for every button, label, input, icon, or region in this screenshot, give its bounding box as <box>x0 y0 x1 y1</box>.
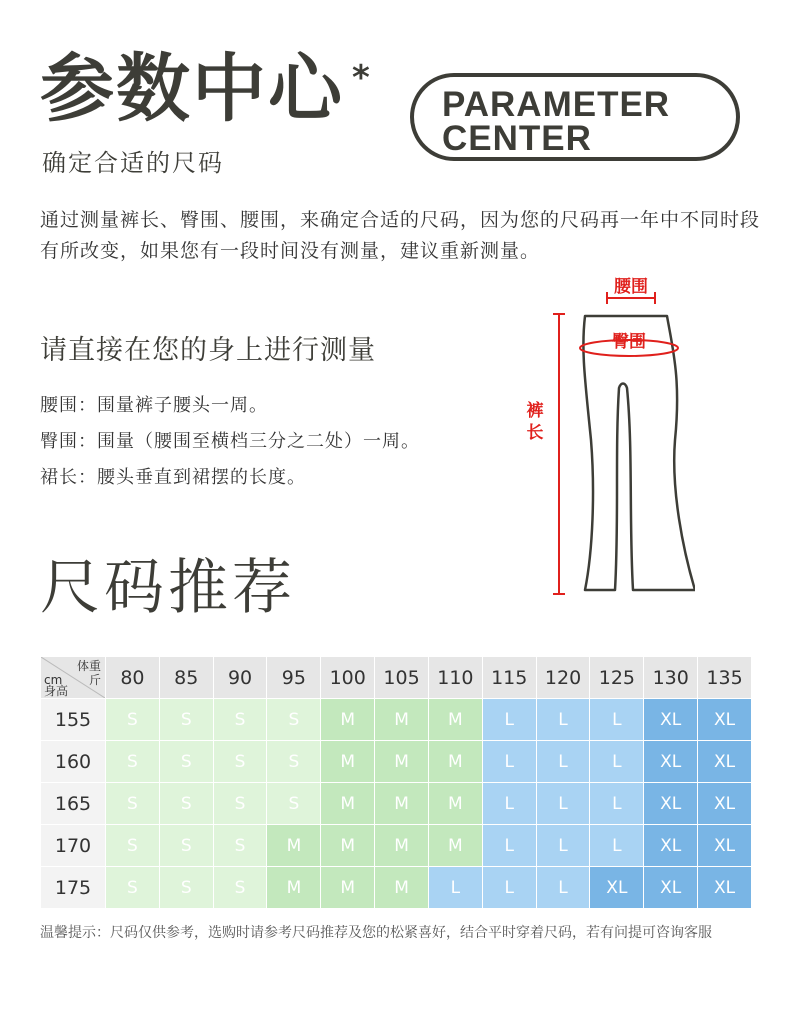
size-cell: L <box>590 699 644 741</box>
height-cell: 165 <box>41 783 106 825</box>
weight-header: 110 <box>428 657 482 699</box>
size-cell: L <box>482 783 536 825</box>
size-cell: M <box>321 825 375 867</box>
length-label-2: 长 <box>526 423 544 443</box>
size-cell: S <box>106 699 160 741</box>
weight-header: 120 <box>536 657 590 699</box>
size-cell: XL <box>644 783 698 825</box>
page-title: 参数中心 <box>40 46 344 132</box>
size-cell: M <box>321 699 375 741</box>
corner-height-1: cm <box>44 673 63 687</box>
size-cell: L <box>482 825 536 867</box>
size-cell: S <box>159 867 213 909</box>
size-cell: S <box>267 783 321 825</box>
size-cell: XL <box>698 867 752 909</box>
size-cell: S <box>213 741 267 783</box>
size-cell: S <box>159 783 213 825</box>
size-cell: L <box>590 783 644 825</box>
height-cell: 175 <box>41 867 106 909</box>
size-cell: M <box>375 867 429 909</box>
weight-header: 115 <box>482 657 536 699</box>
badge-line-1: PARAMETER <box>442 85 671 124</box>
parameter-center-badge <box>410 73 740 161</box>
page-subtitle: 确定合适的尺码 <box>42 149 224 177</box>
measure-item-length: 裙长：腰头垂直到裙摆的长度。 <box>40 467 306 488</box>
size-cell: XL <box>698 783 752 825</box>
title-star: * <box>352 58 370 98</box>
pants-outline <box>583 316 695 590</box>
size-cell: M <box>375 741 429 783</box>
size-cell: M <box>321 741 375 783</box>
size-cell: M <box>375 825 429 867</box>
corner-weight-1: 体重 <box>76 659 101 673</box>
size-row <box>41 741 752 783</box>
size-cell: M <box>428 699 482 741</box>
size-cell: S <box>159 699 213 741</box>
weight-header: 100 <box>321 657 375 699</box>
size-cell: S <box>213 825 267 867</box>
size-cell: S <box>106 783 160 825</box>
size-cell: L <box>428 867 482 909</box>
size-cell: L <box>536 783 590 825</box>
size-cell: XL <box>644 699 698 741</box>
size-cell: M <box>321 783 375 825</box>
measure-list <box>40 388 420 496</box>
weight-header-row <box>41 657 752 699</box>
size-cell: L <box>536 741 590 783</box>
size-cell: L <box>482 699 536 741</box>
corner-weight-2: 斤 <box>88 673 101 687</box>
height-cell: 155 <box>41 699 106 741</box>
weight-header: 95 <box>267 657 321 699</box>
length-label-1: 裤 <box>526 401 544 421</box>
size-cell: S <box>159 741 213 783</box>
waist-label: 腰围 <box>614 277 648 297</box>
size-cell: M <box>428 825 482 867</box>
size-cell: L <box>590 825 644 867</box>
corner-cell <box>41 657 106 699</box>
size-row <box>41 783 752 825</box>
size-cell: L <box>482 741 536 783</box>
size-cell: M <box>428 741 482 783</box>
size-cell: L <box>536 699 590 741</box>
size-cell: XL <box>644 867 698 909</box>
height-cell: 170 <box>41 825 106 867</box>
size-cell: L <box>590 741 644 783</box>
size-cell: S <box>213 783 267 825</box>
weight-header: 90 <box>213 657 267 699</box>
size-table-body <box>41 699 752 909</box>
size-cell: M <box>321 867 375 909</box>
size-cell: S <box>213 699 267 741</box>
size-cell: XL <box>590 867 644 909</box>
size-cell: M <box>267 867 321 909</box>
size-cell: XL <box>644 825 698 867</box>
size-row <box>41 699 752 741</box>
size-cell: L <box>482 867 536 909</box>
hip-label: 臀围 <box>612 332 646 352</box>
size-cell: XL <box>698 825 752 867</box>
size-cell: M <box>267 825 321 867</box>
size-cell: L <box>536 867 590 909</box>
measure-item-hip: 臀围：围量（腰围至横档三分之二处）一周。 <box>40 431 420 452</box>
weight-header: 135 <box>698 657 752 699</box>
size-cell: M <box>375 699 429 741</box>
size-cell: S <box>213 867 267 909</box>
size-cell: S <box>106 741 160 783</box>
size-cell: XL <box>698 699 752 741</box>
weight-header: 85 <box>159 657 213 699</box>
size-cell: M <box>428 783 482 825</box>
intro-text: 通过测量裤长、臀围、腰围，来确定合适的尺码，因为您的尺码再一年中不同时段有所改变，如果您有一段时间没有测量，建议重新测量。 <box>40 209 761 262</box>
size-row <box>41 867 752 909</box>
corner-height-2: 身高 <box>44 684 69 698</box>
size-cell: S <box>267 741 321 783</box>
size-cell: L <box>536 825 590 867</box>
size-cell: S <box>106 825 160 867</box>
badge-line-2: CENTER <box>442 119 592 158</box>
weight-header: 130 <box>644 657 698 699</box>
measure-item-waist: 腰围：围量裤子腰头一周。 <box>40 395 268 416</box>
height-cell: 160 <box>41 741 106 783</box>
weight-header: 125 <box>590 657 644 699</box>
measure-title: 请直接在您的身上进行测量 <box>40 335 376 366</box>
pants-diagram <box>515 270 695 610</box>
weight-header: 105 <box>375 657 429 699</box>
size-cell: S <box>267 699 321 741</box>
weight-header: 80 <box>106 657 160 699</box>
size-cell: XL <box>698 741 752 783</box>
size-table <box>40 656 752 909</box>
size-cell: M <box>375 783 429 825</box>
tip-text: 温馨提示：尺码仅供参考，选购时请参考尺码推荐及您的松紧喜好，结合平时穿着尺码，若有问提可咨询客服 <box>40 925 712 941</box>
size-cell: S <box>159 825 213 867</box>
size-row <box>41 825 752 867</box>
size-cell: XL <box>644 741 698 783</box>
size-cell: S <box>106 867 160 909</box>
size-recommend-title: 尺码推荐 <box>40 553 296 623</box>
